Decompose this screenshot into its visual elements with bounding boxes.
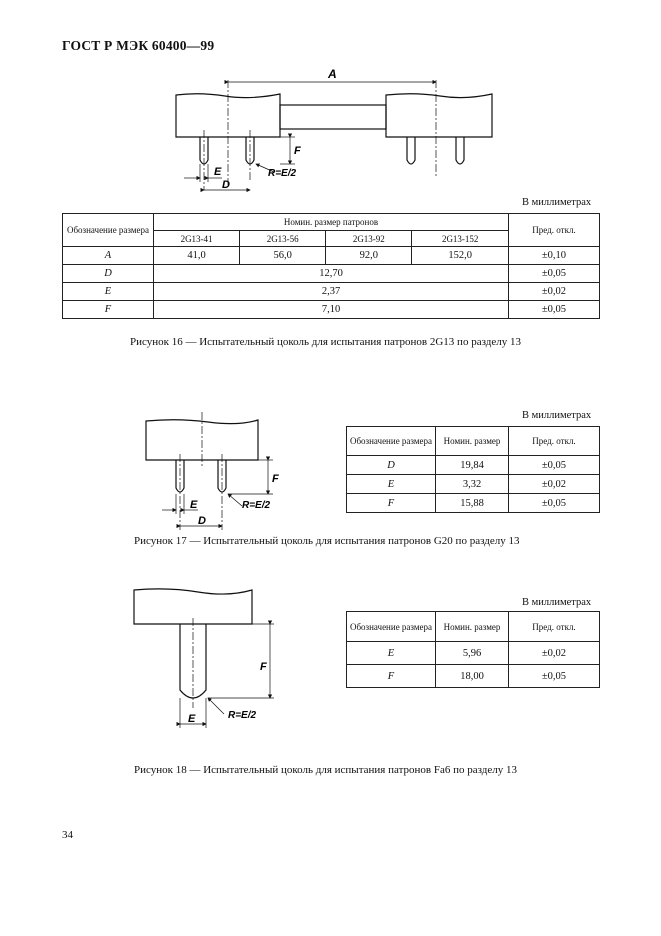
cell-value: 18,00 xyxy=(436,665,509,688)
cell-value: 12,70 xyxy=(154,265,509,283)
fig16-subheader: 2G13-92 xyxy=(326,231,412,247)
fig17-caption: Рисунок 17 — Испытательный цоколь для испытания патронов G20 по разделу 13 xyxy=(134,535,520,547)
table-row xyxy=(63,301,600,319)
fig17-label-e: E xyxy=(190,499,198,511)
table-row xyxy=(347,456,600,475)
fig18-label-r: R=E/2 xyxy=(228,710,257,721)
fig18-caption: Рисунок 18 — Испытательный цоколь для испытания патронов Fa6 по разделу 13 xyxy=(134,764,517,776)
cell-value: 19,84 xyxy=(436,456,509,475)
cell-value: 152,0 xyxy=(412,247,509,265)
cell-tolerance: ±0,05 xyxy=(509,665,600,688)
fig17-header-nominal: Номин. размер xyxy=(436,427,509,456)
cell-value: 15,88 xyxy=(436,494,509,513)
fig16-table xyxy=(62,213,600,319)
fig16-unit: В миллиметрах xyxy=(522,197,592,208)
fig16-subheader: 2G13-41 xyxy=(154,231,240,247)
row-name: D xyxy=(347,456,436,475)
cell-tolerance: ±0,02 xyxy=(509,642,600,665)
table-row xyxy=(347,475,600,494)
cell-value: 3,32 xyxy=(436,475,509,494)
page-number: 34 xyxy=(62,829,73,841)
cell-value: 5,96 xyxy=(436,642,509,665)
fig18-label-e: E xyxy=(188,713,196,725)
fig16-label-e: E xyxy=(214,166,222,178)
fig17-header-tolerance: Пред. откл. xyxy=(509,427,600,456)
fig16-header-nominal: Номин. размер патронов xyxy=(154,214,509,231)
table-row xyxy=(63,247,600,265)
row-name: E xyxy=(347,642,436,665)
fig16-drawing xyxy=(170,60,510,200)
table-row xyxy=(63,265,600,283)
fig18-table xyxy=(346,611,600,688)
fig18-header-designation: Обозначение размера xyxy=(347,612,436,642)
fig17-header-designation: Обозначение размера xyxy=(347,427,436,456)
fig18-drawing xyxy=(128,582,288,742)
fig16-subheader: 2G13-152 xyxy=(412,231,509,247)
cell-tolerance: ±0,05 xyxy=(509,494,600,513)
row-name: F xyxy=(347,494,436,513)
cell-value: 2,37 xyxy=(154,283,509,301)
cell-tolerance: ±0,05 xyxy=(509,265,600,283)
cell-value: 7,10 xyxy=(154,301,509,319)
fig17-label-r: R=E/2 xyxy=(242,500,271,511)
fig16-label-d: D xyxy=(222,179,230,191)
fig16-subheader: 2G13-56 xyxy=(240,231,326,247)
row-name: D xyxy=(63,265,154,283)
fig17-drawing xyxy=(138,408,298,538)
document-header: ГОСТ Р МЭК 60400—99 xyxy=(62,38,215,53)
row-name: A xyxy=(63,247,154,265)
fig16-header-tolerance: Пред. откл. xyxy=(509,214,600,247)
fig16-label-a: A xyxy=(328,67,337,81)
cell-tolerance: ±0,05 xyxy=(509,456,600,475)
table-row xyxy=(63,283,600,301)
fig18-header-nominal: Номин. размер xyxy=(436,612,509,642)
fig17-label-d: D xyxy=(198,515,206,527)
row-name: F xyxy=(63,301,154,319)
cell-tolerance: ±0,02 xyxy=(509,475,600,494)
table-row xyxy=(347,494,600,513)
fig16-header-designation: Обозначение размера xyxy=(63,214,154,247)
cell-tolerance: ±0,05 xyxy=(509,301,600,319)
table-row xyxy=(347,642,600,665)
table-row xyxy=(347,665,600,688)
fig17-label-f: F xyxy=(272,473,279,485)
fig16-caption: Рисунок 16 — Испытательный цоколь для испытания патронов 2G13 по разделу 13 xyxy=(130,336,521,348)
fig17-table xyxy=(346,426,600,513)
row-name: F xyxy=(347,665,436,688)
fig18-label-f: F xyxy=(260,661,267,673)
row-name: E xyxy=(63,283,154,301)
fig16-label-r: R=E/2 xyxy=(268,168,297,179)
cell-value: 56,0 xyxy=(240,247,326,265)
fig17-unit: В миллиметрах xyxy=(522,410,592,421)
row-name: E xyxy=(347,475,436,494)
cell-tolerance: ±0,02 xyxy=(509,283,600,301)
fig16-label-f: F xyxy=(294,145,301,157)
cell-value: 41,0 xyxy=(154,247,240,265)
cell-tolerance: ±0,10 xyxy=(509,247,600,265)
cell-value: 92,0 xyxy=(326,247,412,265)
fig18-unit: В миллиметрах xyxy=(522,597,592,608)
fig18-header-tolerance: Пред. откл. xyxy=(509,612,600,642)
